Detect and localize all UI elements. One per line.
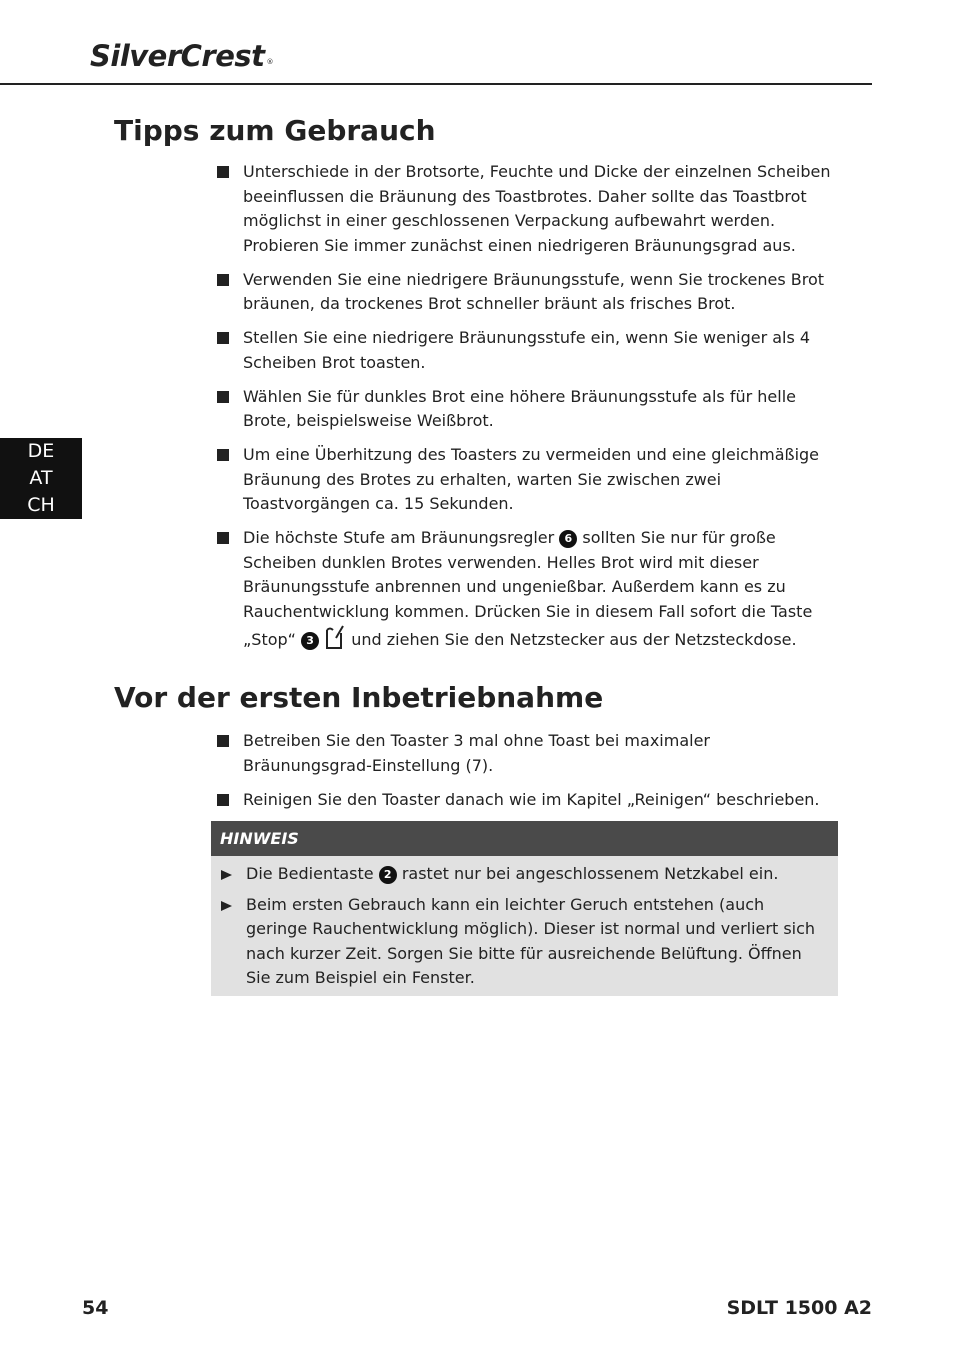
list-item: Unterschiede in der Brotsorte, Feuchte und Dicke der einzelnen Scheiben beeinflussen die Bräunung des Toastbrotes. Daher sollte das Toastbrot möglichst in einer geschlossenen Verpackung aufbewahrt werden. Probieren Sie immer zunächst einen niedrigeren Bräunungsgrad aus.: [214, 160, 840, 258]
bullet-square-icon: [217, 735, 229, 747]
note-list: [211, 856, 838, 991]
bullet-square-icon: [217, 449, 229, 461]
tips-list: [214, 160, 840, 662]
list-item: Betreiben Sie den Toaster 3 mal ohne Toast bei maximaler Bräunungsgrad-Einstellung (7).: [214, 729, 840, 778]
header-rule: [0, 83, 872, 85]
bullet-square-icon: [217, 391, 229, 403]
note-heading: HINWEIS: [211, 821, 838, 856]
part-number-badge: 2: [379, 866, 397, 884]
section-title-first-use: Vor der ersten Inbetriebnahme: [114, 681, 604, 714]
bullet-square-icon: [217, 274, 229, 286]
list-item: Wählen Sie für dunkles Brot eine höhere Bräunungsstufe als für helle Brote, beispielsweise Weißbrot.: [214, 385, 840, 434]
bullet-square-icon: [217, 332, 229, 344]
page-number: 54: [82, 1297, 109, 1319]
bullet-square-icon: [217, 532, 229, 544]
list-item: Die höchste Stufe am Bräunungsregler 6 sollten Sie nur für große Scheiben dunklen Brotes verwenden. Helles Brot wird mit dieser Bräunungsstufe anbrennen und ungenießbar. Außerdem kann es zu Rauchentwicklung kommen. Drücken Sie in diesem Fall sofort die Taste „Stop“ 3 und ziehen Sie den Netzstecker aus der Netzsteckdose.: [214, 526, 840, 653]
language-code: AT: [29, 467, 53, 489]
language-code: CH: [27, 494, 55, 516]
list-item: Um eine Überhitzung des Toasters zu vermeiden und eine gleichmäßige Bräunung des Brotes zu erhalten, warten Sie zwischen zwei Toastvorgängen ca. 15 Sekunden.: [214, 443, 840, 517]
first-use-list: [214, 729, 840, 822]
list-item: Verwenden Sie eine niedrigere Bräunungsstufe, wenn Sie trockenes Brot bräunen, da trockenes Brot schneller bräunt als frisches Brot.: [214, 268, 840, 317]
note-item: Die Bedientaste 2 rastet nur bei angeschlossenem Netzkabel ein.: [211, 862, 838, 887]
note-box: [211, 821, 838, 996]
part-number-badge: 6: [559, 530, 577, 548]
bullet-square-icon: [217, 166, 229, 178]
brand-logo: SilverCrest ®: [90, 39, 274, 73]
bullet-square-icon: [217, 794, 229, 806]
section-title-tips: Tipps zum Gebrauch: [114, 114, 436, 147]
note-item: Beim ersten Gebrauch kann ein leichter Geruch entstehen (auch geringe Rauchentwicklung möglich). Dieser ist normal und verliert sich nach kurzer Zeit. Sorgen Sie bitte für ausreichende Belüftung. Öffnen Sie zum Beispiel ein Fenster.: [211, 893, 838, 991]
arrow-right-icon: [221, 870, 232, 880]
model-number: SDLT 1500 A2: [726, 1297, 872, 1319]
list-item: Reinigen Sie den Toaster danach wie im Kapitel „Reinigen“ beschrieben.: [214, 788, 840, 813]
list-item: Stellen Sie eine niedrigere Bräunungsstufe ein, wenn Sie weniger als 4 Scheiben Brot toasten.: [214, 326, 840, 375]
language-tab: [0, 438, 82, 519]
part-number-badge: 3: [301, 632, 319, 650]
stop-button-icon: [324, 624, 346, 650]
arrow-right-icon: [221, 901, 232, 911]
language-code: DE: [27, 440, 55, 462]
